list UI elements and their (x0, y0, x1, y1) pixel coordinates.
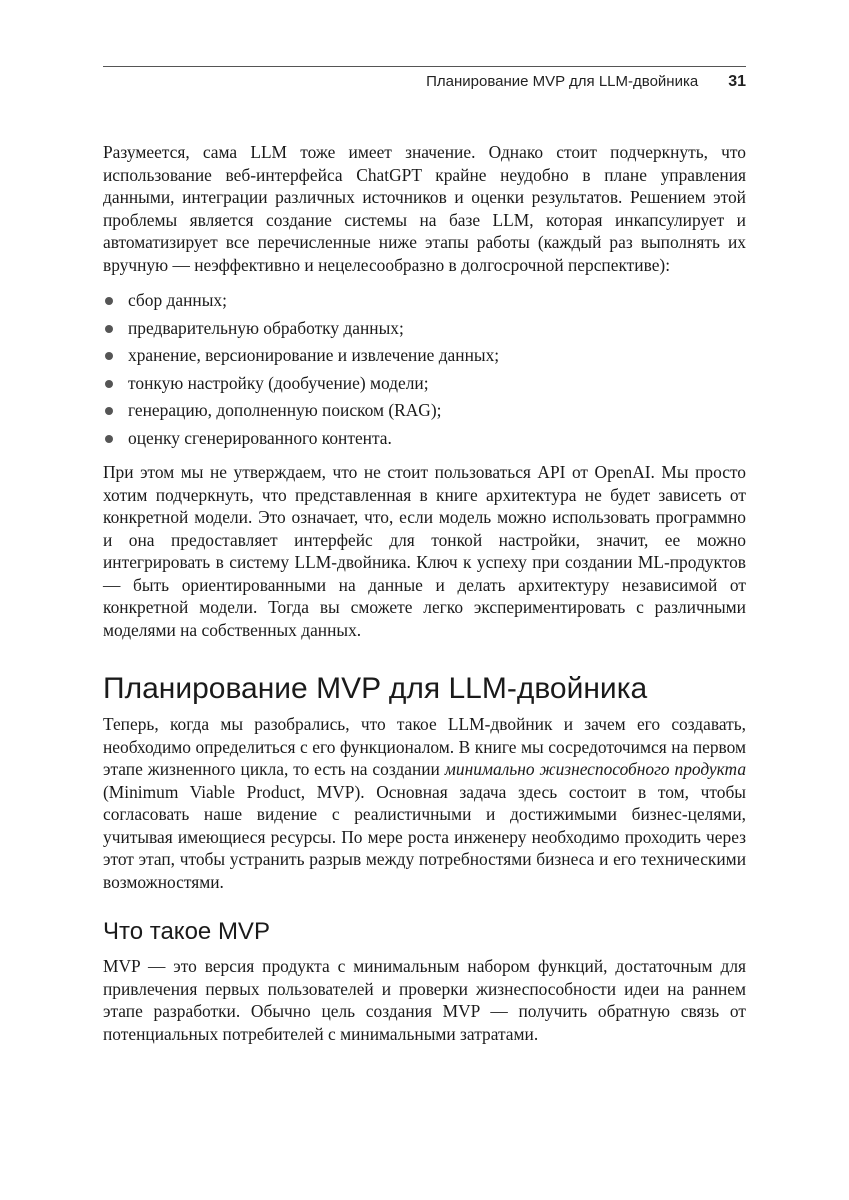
list-item (103, 317, 746, 340)
page-number: 31 (728, 73, 746, 90)
subsection-heading: Что такое MVP (103, 918, 270, 945)
bullet-icon (105, 297, 113, 305)
bullet-icon (105, 435, 113, 443)
emphasized-term: минимально жизнеспособного продукта (444, 759, 747, 779)
paragraph-text-after: (Minimum Viable Product, MVP). Основная задача здесь состоит в том, чтобы согласовать наше видение с реалистичными и достижимыми бизнес-целями, учитывая имеющиеся ресурсы. По мере роста инженеру необходимо проходить через этот этап, чтобы устранить разрыв между потребностями бизнеса и его техническими возможностями. (103, 781, 746, 892)
list-item (103, 344, 746, 367)
pipeline-steps-list (103, 289, 746, 449)
list-item (103, 289, 746, 312)
list-item-text: сбор данных; (128, 290, 227, 310)
list-item (103, 372, 746, 395)
list-item-text: хранение, версионирование и извлечение данных; (128, 345, 500, 365)
running-head-title: Планирование MVP для LLM-двойника (426, 73, 699, 90)
section-heading: Планирование MVP для LLM-двойника (103, 672, 648, 705)
list-item (103, 399, 746, 422)
running-head (103, 66, 746, 91)
paragraph-llm-importance: Разумеется, сама LLM тоже имеет значение. Однако стоит подчеркнуть, что использование веб-интерфейса ChatGPT крайне неудобно в плане управления данными, интеграции различных источников и оценки результатов. Решением этой проблемы является создание системы на базе LLM, которая инкапсулирует и автоматизирует все перечисленные ниже этапы работы (каждый раз выполнять их вручную — неэффективно и нецелесообразно в долгосрочной перспективе): (103, 142, 746, 275)
bullet-icon (105, 407, 113, 415)
list-item-text: тонкую настройку (дообучение) модели; (128, 372, 429, 393)
paragraph-mvp-planning (103, 713, 746, 893)
bullet-icon (105, 325, 113, 333)
bullet-icon (105, 380, 113, 388)
list-item (103, 427, 746, 450)
list-item-text: генерацию, дополненную поиском (RAG); (128, 400, 442, 420)
bullet-icon (105, 352, 113, 360)
paragraph-api-openai: При этом мы не утверждаем, что не стоит пользоваться API от OpenAI. Мы просто хотим подчеркнуть, что представленная в книге архитектура не будет зависеть от конкретной модели. Это означает, что, если модель можно использовать программно и она предоставляет интерфейс для тонкой настройки, значит, ее можно интегрировать в систему LLM-двойника. Ключ к успеху при создании ML-продуктов — быть ориентированными на данные и делать архитектуру независимой от конкретной модели. Тогда вы сможете легко экспериментировать с различными моделями на собственных данных. (103, 462, 746, 640)
paragraph-mvp-definition: MVP — это версия продукта с минимальным набором функций, достаточным для привлечения первых пользователей и проверки жизнеспособности идеи на раннем этапе разработки. Обычно цель создания MVP — получить обратную связь от потенциальных потребителей с минимальными затратами. (103, 956, 746, 1044)
list-item-text: предварительную обработку данных; (128, 317, 404, 338)
list-item-text: оценку сгенерированного контента. (128, 427, 392, 448)
page-body (103, 141, 746, 1045)
paragraph-text-before: Теперь, когда мы разобрались, что такое LLM-двойник и зачем его создавать, необходимо определиться с его функционалом. В книге мы сосредоточимся на первом этапе жизненного цикла, то есть на создании (103, 714, 746, 779)
